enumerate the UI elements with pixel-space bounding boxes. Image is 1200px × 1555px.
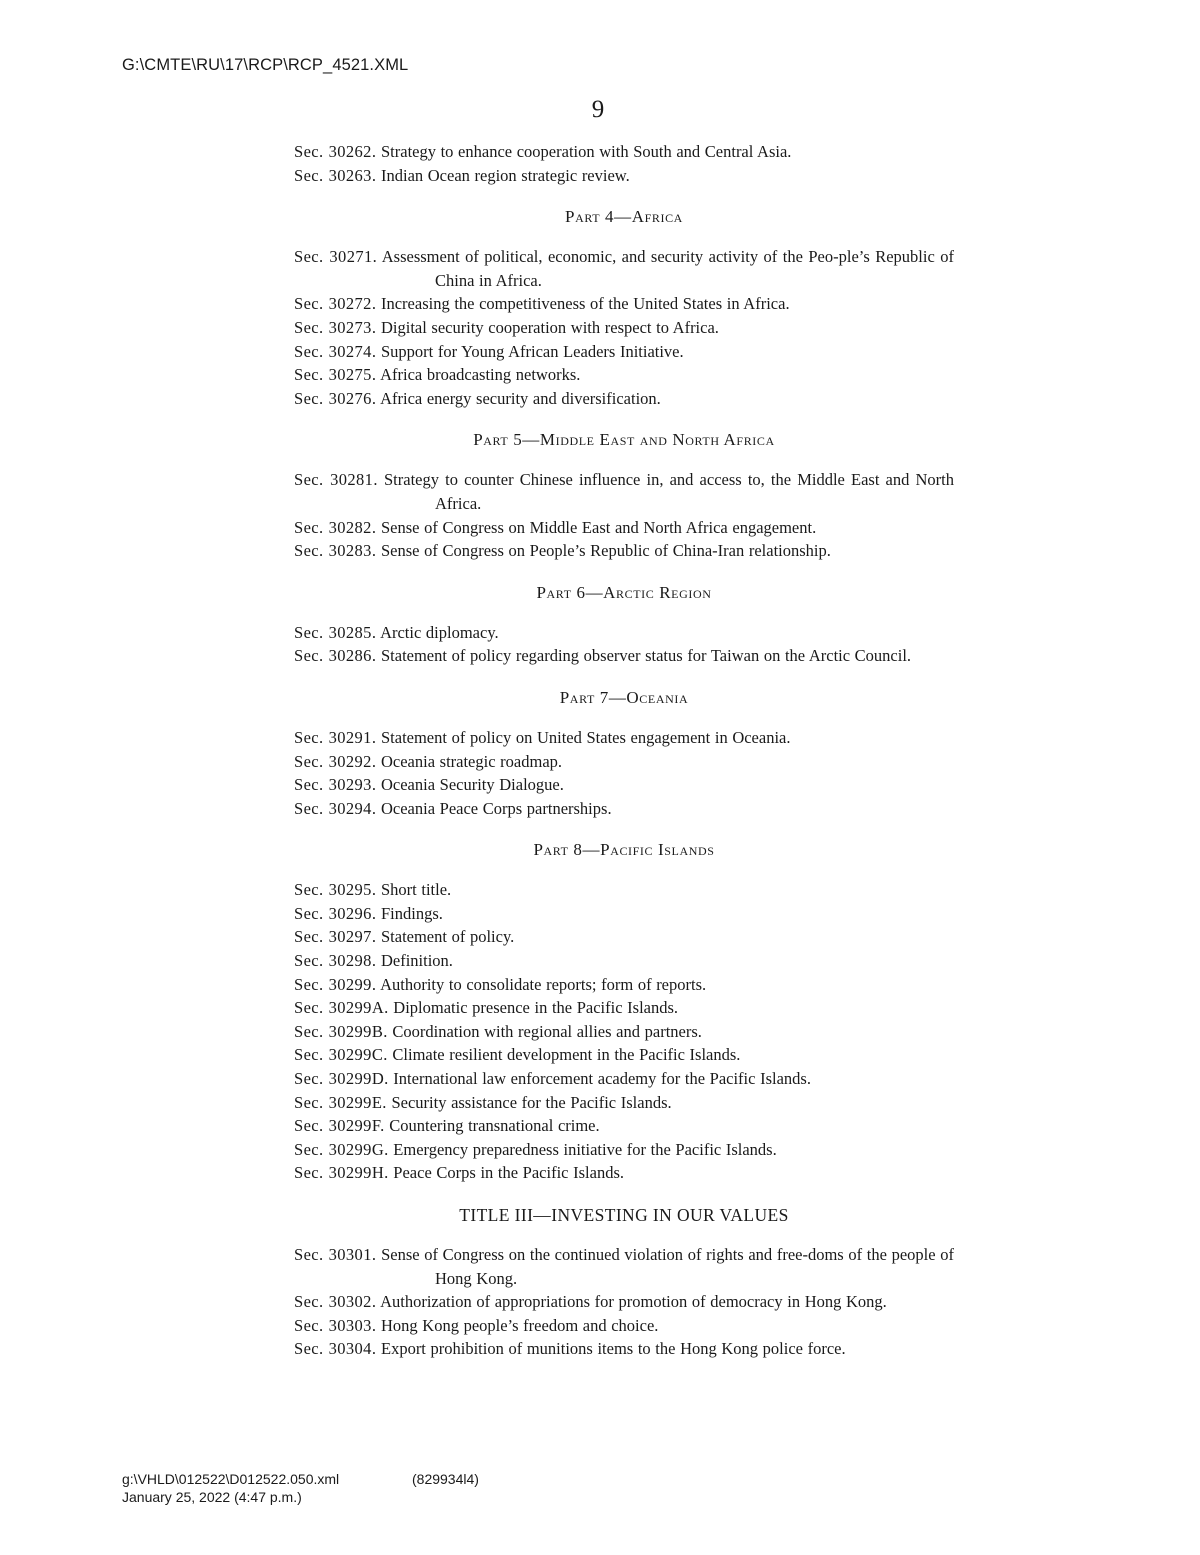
page-number: 9 xyxy=(591,96,605,123)
section-title: Coordination with regional allies and partners. xyxy=(392,1021,702,1041)
document-footer xyxy=(122,1470,479,1506)
toc-group xyxy=(294,1203,954,1361)
section-title: Diplomatic presence in the Pacific Islands. xyxy=(393,998,679,1018)
section-title: Africa energy security and diversification. xyxy=(380,388,661,408)
section-number: Sec. 30283. xyxy=(294,541,377,561)
section-title: Statement of policy. xyxy=(380,927,515,947)
section-number: Sec. 30299A. xyxy=(294,998,389,1018)
section-title: Hong Kong people’s freedom and choice. xyxy=(380,1315,659,1335)
section-number: Sec. 30272. xyxy=(294,294,377,314)
toc-entry xyxy=(294,539,954,563)
toc-entry xyxy=(294,925,954,949)
section-number: Sec. 30299H. xyxy=(294,1163,389,1183)
section-number: Sec. 30301. xyxy=(294,1245,377,1264)
toc-entry xyxy=(294,621,954,645)
toc-group xyxy=(294,838,954,1185)
section-number: Sec. 30302. xyxy=(294,1292,377,1312)
section-number: Sec. 30298. xyxy=(294,951,377,971)
section-title: Emergency preparedness initiative for the Pacific Islands. xyxy=(393,1139,777,1159)
toc-entry xyxy=(294,1290,954,1314)
file-path-header: G:\CMTE\RU\17\RCP\RCP_4521.XML xyxy=(122,56,409,74)
toc-entry xyxy=(294,140,954,164)
section-title: Authority to consolidate reports; form of reports. xyxy=(380,974,707,994)
section-number: Sec. 30293. xyxy=(294,775,377,795)
section-number: Sec. 30286. xyxy=(294,646,377,666)
toc-entry xyxy=(294,245,954,292)
section-title: Increasing the competitiveness of the United States in Africa. xyxy=(380,294,790,314)
section-title: Countering transnational crime. xyxy=(389,1116,600,1136)
section-number: Sec. 30262. xyxy=(294,142,377,161)
section-title: Strategy to enhance cooperation with South and Central Asia. xyxy=(380,142,792,161)
toc-entry xyxy=(294,1091,954,1115)
part-heading: Part 8—Pacific Islands xyxy=(533,840,715,860)
table-of-contents xyxy=(294,140,954,1361)
section-title: Sense of Congress on People’s Republic of China-Iran relationship. xyxy=(380,541,831,561)
section-number: Sec. 30291. xyxy=(294,727,377,747)
section-number: Sec. 30299F. xyxy=(294,1116,385,1136)
toc-group xyxy=(294,428,954,562)
section-number: Sec. 30299C. xyxy=(294,1045,388,1065)
section-number: Sec. 30299. xyxy=(294,974,377,994)
section-number: Sec. 30296. xyxy=(294,903,377,923)
toc-entry xyxy=(294,797,954,821)
toc-entry xyxy=(294,773,954,797)
section-number: Sec. 30282. xyxy=(294,517,377,537)
section-title: Sense of Congress on Middle East and North Africa engagement. xyxy=(380,517,817,537)
toc-group xyxy=(294,140,954,187)
toc-entry xyxy=(294,1314,954,1338)
toc-group xyxy=(294,205,954,410)
section-title: Findings. xyxy=(380,903,443,923)
section-number: Sec. 30299B. xyxy=(294,1021,388,1041)
section-number: Sec. 30275. xyxy=(294,365,377,385)
toc-entry xyxy=(294,516,954,540)
toc-entry xyxy=(294,1020,954,1044)
toc-entry xyxy=(294,292,954,316)
section-number: Sec. 30285. xyxy=(294,622,377,642)
footer-date: January 25, 2022 (4:47 p.m.) xyxy=(122,1489,302,1505)
section-title: Export prohibition of munitions items to the Hong Kong police force. xyxy=(380,1339,846,1359)
toc-entry xyxy=(294,1043,954,1067)
section-number: Sec. 30304. xyxy=(294,1339,377,1359)
section-number: Sec. 30281. xyxy=(294,470,378,490)
section-title: Arctic diplomacy. xyxy=(380,622,499,642)
section-number: Sec. 30297. xyxy=(294,927,377,947)
section-number: Sec. 30271. xyxy=(294,247,378,267)
toc-entry xyxy=(294,316,954,340)
toc-entry xyxy=(294,363,954,387)
section-title: Digital security cooperation with respect to Africa. xyxy=(380,317,719,337)
section-title: Oceania Security Dialogue. xyxy=(380,775,564,795)
section-title: Sense of Congress on the continued violation of rights and free-doms of the people of Hong Kong. xyxy=(381,1245,954,1288)
section-number: Sec. 30299D. xyxy=(294,1069,389,1089)
section-number: Sec. 30299G. xyxy=(294,1139,389,1159)
part-heading: Part 6—Arctic Region xyxy=(536,582,712,602)
toc-entry xyxy=(294,1161,954,1185)
toc-entry xyxy=(294,387,954,411)
section-title: Statement of policy on United States engagement in Oceania. xyxy=(380,727,791,747)
section-number: Sec. 30292. xyxy=(294,751,377,771)
section-number: Sec. 30276. xyxy=(294,388,377,408)
part-heading: Part 4—Africa xyxy=(565,207,683,227)
section-title: Indian Ocean region strategic review. xyxy=(380,165,630,185)
section-title: Africa broadcasting networks. xyxy=(380,365,581,385)
toc-entry xyxy=(294,1337,954,1361)
toc-entry xyxy=(294,750,954,774)
section-number: Sec. 30263. xyxy=(294,165,377,185)
section-number: Sec. 30274. xyxy=(294,341,377,361)
section-title: Definition. xyxy=(380,951,453,971)
toc-entry xyxy=(294,996,954,1020)
section-number: Sec. 30303. xyxy=(294,1315,377,1335)
section-title: Assessment of political, economic, and security activity of the Peo-ple’s Republic of China in Africa. xyxy=(381,247,954,290)
toc-entry xyxy=(294,1243,954,1290)
section-title: Strategy to counter Chinese influence in, and access to, the Middle East and North Africa. xyxy=(384,470,954,513)
toc-entry xyxy=(294,1138,954,1162)
toc-entry xyxy=(294,1067,954,1091)
footer-job-number: (829934l4) xyxy=(412,1471,479,1487)
title-heading: TITLE III—INVESTING IN OUR VALUES xyxy=(459,1205,789,1225)
section-title: Authorization of appropriations for promotion of democracy in Hong Kong. xyxy=(380,1292,887,1312)
section-title: International law enforcement academy for the Pacific Islands. xyxy=(393,1069,811,1089)
part-heading: Part 5—Middle East and North Africa xyxy=(473,430,775,450)
toc-entry xyxy=(294,726,954,750)
toc-entry xyxy=(294,878,954,902)
section-title: Peace Corps in the Pacific Islands. xyxy=(393,1163,624,1183)
toc-entry xyxy=(294,468,954,515)
toc-entry xyxy=(294,949,954,973)
section-number: Sec. 30273. xyxy=(294,317,377,337)
section-title: Security assistance for the Pacific Islands. xyxy=(391,1092,672,1112)
toc-group xyxy=(294,686,954,820)
section-title: Statement of policy regarding observer status for Taiwan on the Arctic Council. xyxy=(380,646,912,666)
section-number: Sec. 30299E. xyxy=(294,1092,387,1112)
footer-file-path: g:\VHLD\012522\D012522.050.xml xyxy=(122,1471,340,1487)
toc-entry xyxy=(294,902,954,926)
toc-entry xyxy=(294,644,954,668)
section-title: Short title. xyxy=(380,880,452,900)
section-title: Support for Young African Leaders Initiative. xyxy=(380,341,684,361)
toc-entry xyxy=(294,340,954,364)
section-number: Sec. 30295. xyxy=(294,880,377,900)
part-heading: Part 7—Oceania xyxy=(559,687,689,707)
section-number: Sec. 30294. xyxy=(294,798,377,818)
section-title: Oceania Peace Corps partnerships. xyxy=(380,798,612,818)
toc-group xyxy=(294,581,954,668)
section-title: Climate resilient development in the Pacific Islands. xyxy=(392,1045,741,1065)
section-title: Oceania strategic roadmap. xyxy=(380,751,563,771)
toc-entry xyxy=(294,973,954,997)
toc-entry xyxy=(294,1114,954,1138)
toc-entry xyxy=(294,164,954,188)
